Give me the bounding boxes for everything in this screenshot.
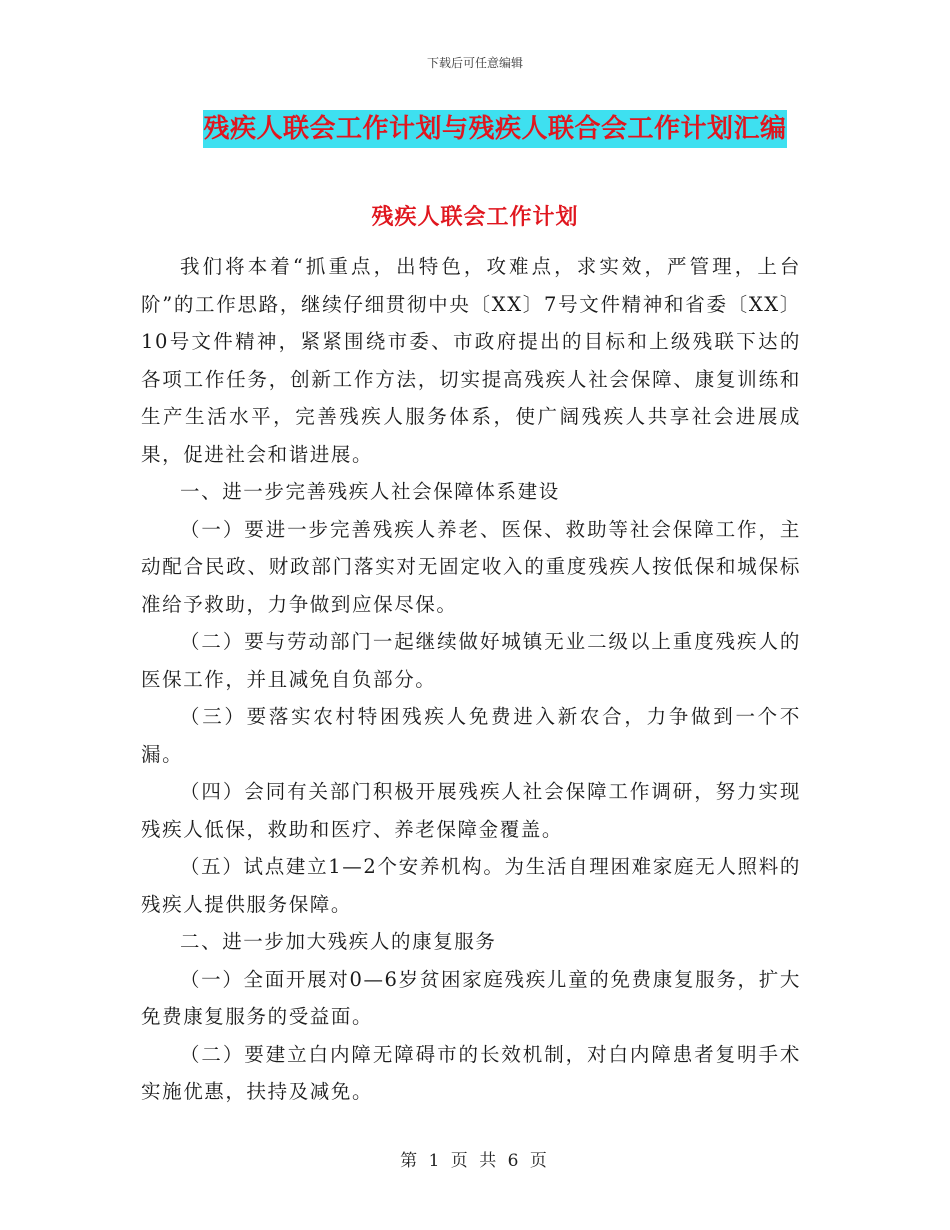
paragraph-1-3: （三）要落实农村特困残疾人免费进入新农合，力争做到一个不漏。 — [141, 705, 801, 766]
main-title: 残疾人联会工作计划与残疾人联合会工作计划汇编 — [203, 110, 786, 148]
paragraph-2-1: （一）全面开展对0—6岁贫困家庭残疾儿童的免费康复服务，扩大免费康复服务的受益面。 — [141, 967, 801, 1028]
section-title: 残疾人联会工作计划 — [371, 204, 579, 230]
page-footer: 第 1 页 共 6 页 — [400, 1151, 550, 1171]
paragraph-1-1: （一）要进一步完善残疾人养老、医保、救助等社会保障工作，主动配合民政、财政部门落实对无固定收入的重度残疾人按低保和城保标准给予救助，力争做到应保尽保。 — [141, 517, 801, 616]
paragraph-2-2: （二）要建立白内障无障碍市的长效机制，对白内障患者复明手术实施优惠，扶持及减免。 — [141, 1042, 801, 1103]
paragraph-intro: 我们将本着“抓重点，出特色，攻难点，求实效，严管理，上台阶”的工作思路，继续仔细贯彻中央〔XX〕7号文件精神和省委〔XX〕10号文件精神，紧紧围绕市委、市政府提出的目标和上级残联下达的各项工作任务，创新工作方法，切实提高残疾人社会保障、康复训练和生产生活水平，完善残疾人服务体系，使广阔残疾人共享社会进展成果，促进社会和谐进展。 — [141, 255, 801, 466]
paragraph-1-5: （五）试点建立1—2个安养机构。为生活自理困难家庭无人照料的残疾人提供服务保障。 — [141, 855, 801, 916]
header-note: 下载后可任意编辑 — [426, 56, 523, 70]
heading-section-1: 一、进一步完善残疾人社会保障体系建设 — [180, 480, 560, 503]
paragraph-1-4: （四）会同有关部门积极开展残疾人社会保障工作调研，努力实现残疾人低保，救助和医疗、养老保障金覆盖。 — [141, 780, 801, 841]
heading-section-2: 二、进一步加大残疾人的康复服务 — [180, 930, 497, 953]
document-body — [141, 248, 801, 1111]
paragraph-1-2: （二）要与劳动部门一起继续做好城镇无业二级以上重度残疾人的医保工作，并且减免自负部分。 — [141, 630, 801, 691]
main-title-container — [0, 110, 950, 148]
